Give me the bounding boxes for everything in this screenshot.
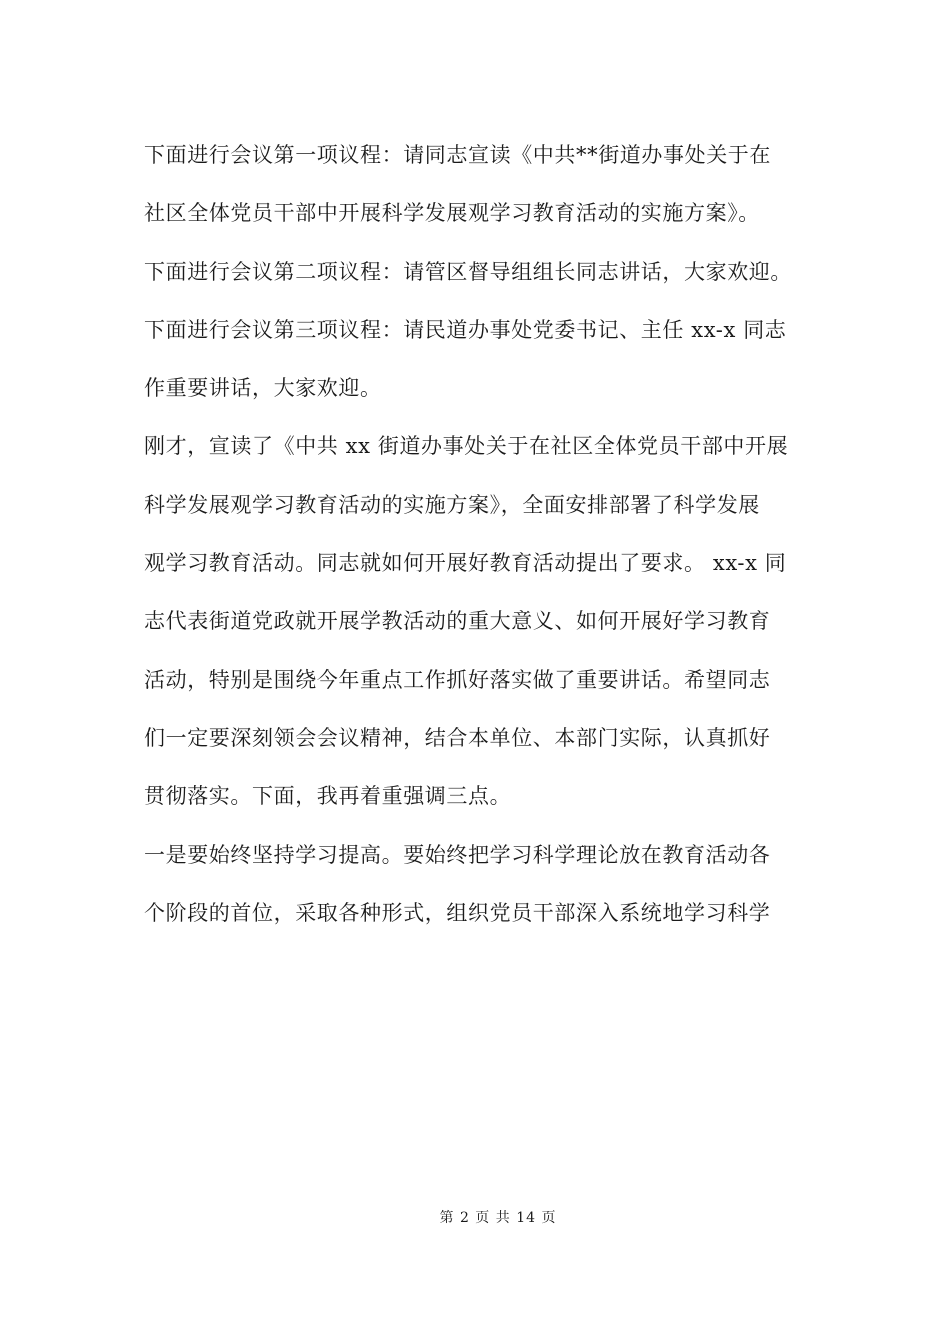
text-line: 下面进行会议第三项议程：请民道办事处党委书记、主任 xx-x 同志 (144, 317, 787, 342)
text-line: 一是要始终坚持学习提高。要始终把学习科学理论放在教育活动各 (144, 842, 771, 867)
text-line: 活动，特别是围绕今年重点工作抓好落实做了重要讲话。希望同志 (144, 667, 771, 692)
text-line: 社区全体党员干部中开展科学发展观学习教育活动的实施方案》。 (144, 201, 760, 226)
text-line: 们一定要深刻领会会议精神，结合本单位、本部门实际，认真抓好 (144, 725, 771, 750)
text-line: 个阶段的首位，采取各种形式，组织党员干部深入系统地学习科学 (144, 900, 771, 925)
page-number-footer: 第 2 页 共 14 页 (439, 1210, 557, 1226)
text-line: 科学发展观学习教育活动的实施方案》，全面安排部署了科学发展 (144, 492, 760, 517)
text-line: 下面进行会议第二项议程：请管区督导组组长同志讲话，大家欢迎。 (144, 259, 792, 284)
text-line: 下面进行会议第一项议程：请同志宣读《中共**街道办事处关于在 (144, 143, 771, 167)
text-line: 志代表街道党政就开展学教活动的重大意义、如何开展好学习教育 (144, 609, 771, 634)
document-body (144, 133, 814, 949)
text-line: 贯彻落实。下面，我再着重强调三点。 (144, 784, 512, 809)
text-line: 观学习教育活动。同志就如何开展好教育活动提出了要求。 xx-x 同 (144, 551, 787, 576)
text-line: 作重要讲话，大家欢迎。 (144, 376, 382, 401)
text-line: 刚才，宣读了《中共 xx 街道办事处关于在社区全体党员干部中开展 (144, 434, 789, 459)
